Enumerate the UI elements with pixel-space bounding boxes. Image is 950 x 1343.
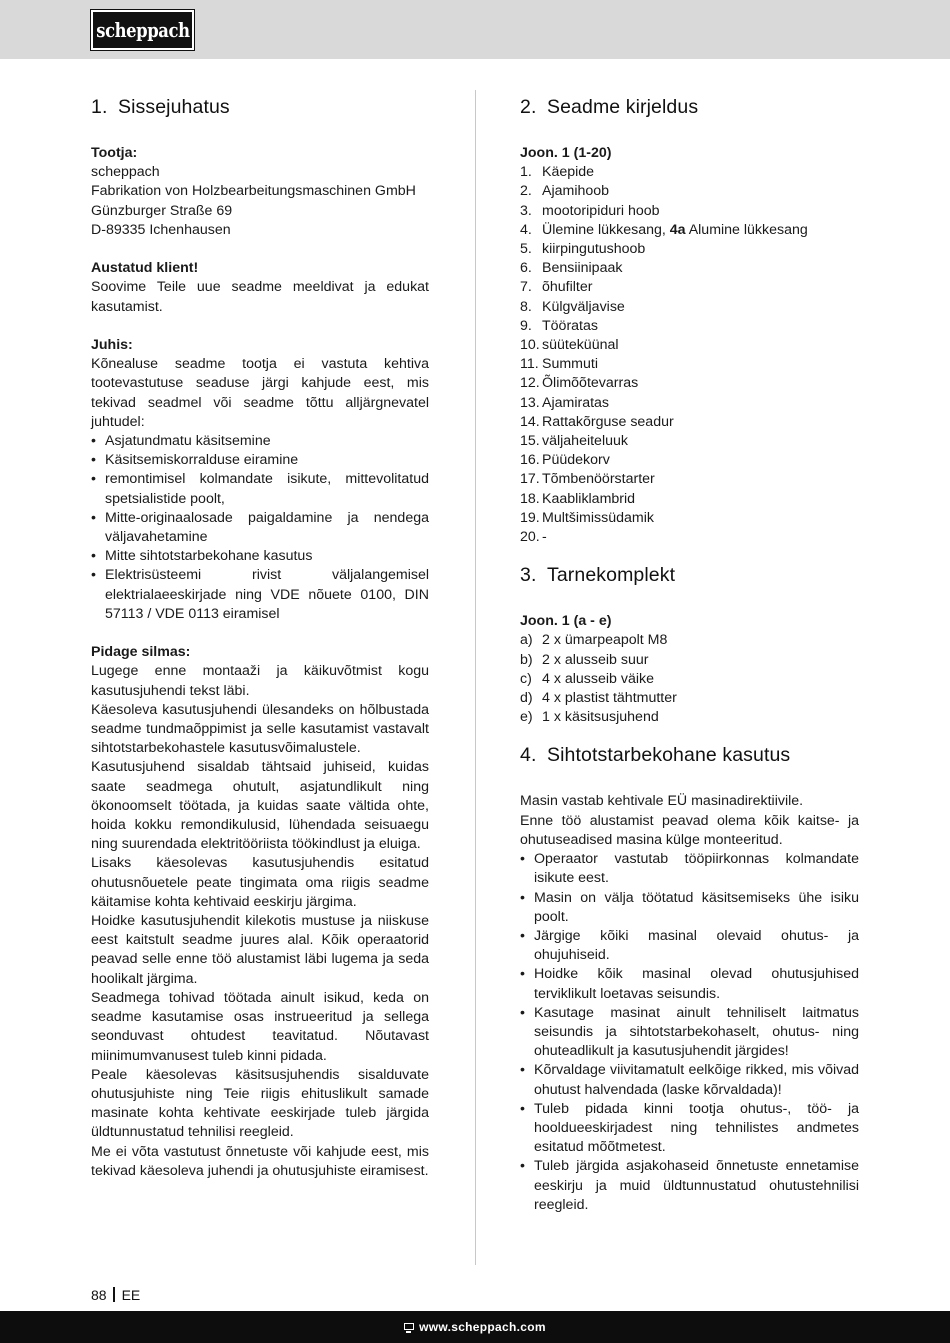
list-item [520, 528, 859, 547]
list-item: • Kõrvaldage viivitamatult eelkõige rikked, mis võivad ohutust halvendada (laske kõrvaldada)! [520, 1061, 859, 1099]
list-item [520, 317, 859, 336]
item-number: 13. [520, 394, 540, 411]
list-item [520, 689, 859, 708]
list-item: • Operaator vastutab tööpiirkonnas kolmandate isikute eest. [520, 850, 859, 888]
list-item [520, 708, 859, 727]
manufacturer-line: scheppach [91, 164, 160, 181]
item-text: süüteküünal [542, 337, 619, 354]
item-text: Rattakõrguse seadur [542, 413, 674, 430]
item-number: 19. [520, 509, 540, 526]
attention-paragraph: Lugege enne montaaži ja käikuvõtmist kogu kasutusjuhendi tekst läbi. [91, 663, 429, 699]
item-letter: e) [520, 709, 533, 726]
item-text: - [542, 529, 547, 546]
list-item [520, 413, 859, 432]
header-bar [0, 0, 950, 59]
item-text: Tõmbenöörstarter [542, 471, 655, 488]
section-3-title: Tarnekomplekt [547, 564, 676, 587]
list-item [520, 240, 859, 259]
item-text: Tööratas [542, 317, 598, 334]
item-number: 8. [520, 298, 532, 315]
item-text: 2 x alusseib suur [542, 651, 649, 668]
item-number: 10. [520, 337, 540, 354]
item-text: Alumine lükkesang [685, 221, 808, 238]
section-2-number: 2. [520, 96, 537, 118]
item-number: 17. [520, 471, 540, 488]
list-item [520, 374, 859, 393]
attention-paragraph: Kasutusjuhend sisaldab tähtsaid juhiseid, kuidas saate seadmega ohutult, asjatundlikult ning ökonoomselt töötada, ja kuidas saate vältida ohte, hoida kokku remondikulusid, lühendada seisuaegu ning suurendada elektritööriista töökindlust ja eluiga. [91, 759, 429, 853]
intended-use-text: Masin vastab kehtivale EÜ masinadirektiivile. [520, 793, 804, 810]
list-item [520, 490, 859, 509]
item-letter: b) [520, 651, 533, 668]
monitor-icon [404, 1323, 414, 1330]
list-item [520, 394, 859, 413]
section-2-title: Seadme kirjeldus [547, 96, 699, 118]
list-item [520, 470, 859, 489]
item-bold-ref: 4a [669, 221, 686, 238]
item-text: Multšimissüdamik [542, 509, 654, 526]
attention-paragraph: Hoidke kasutusjuhendit kilekotis mustuse ja niiskuse eest kaitstult seadme juures alal. Kõik operaatorid peavad selle enne töö alustamist läbi lugema ja seda hoolikalt järgima. [91, 913, 429, 987]
item-text: Kaabliklambrid [542, 490, 636, 507]
intended-use-list [520, 850, 859, 1215]
list-item [520, 355, 859, 374]
list-item: • Hoidke kõik masinal olevad ohutusjuhised terviklikult loetavas seisundis. [520, 965, 859, 1003]
manufacturer-line: Günzburger Straße 69 [91, 202, 233, 219]
item-text: 4 x plastist tähtmutter [542, 690, 677, 707]
list-item [520, 451, 859, 470]
section-1-number: 1. [91, 96, 108, 118]
item-number: 2. [520, 183, 532, 200]
list-item [520, 432, 859, 451]
intended-use-text: Enne töö alustamist peavad olema kõik kaitse- ja ohutuseadised masina külge monteeritud. [520, 812, 859, 848]
list-item: • Mitte sihtotstarbekohane kasutus [91, 547, 429, 566]
list-item [520, 182, 859, 201]
item-text: kiirpingutushoob [542, 241, 646, 258]
item-number: 20. [520, 529, 540, 546]
list-item: • Kasutage masinat ainult tehniliselt laitmatus seisundis ja sihtotstarbekohaselt, ohutus- ning ohuteadlikult ja kasutusjuhendit järgides! [520, 1004, 859, 1062]
list-item [520, 651, 859, 670]
manufacturer-label: Tootja: [91, 145, 138, 161]
list-item [520, 221, 859, 240]
manufacturer-line: D-89335 Ichenhausen [91, 221, 231, 238]
client-label: Austatud klient! [91, 260, 199, 277]
website-link[interactable]: www.scheppach.com [419, 1320, 546, 1334]
list-item: • Järgige kõiki masinal olevaid ohutus- ja ohujuhiseid. [520, 927, 859, 965]
item-number: 15. [520, 433, 540, 450]
note-text: Kõnealuse seadme tootja ei vastuta kehtiva tootevastutuse seaduse järgi kahjude eest, mis tekivad seadmel või seadme tõttu alljärgnevatel juhtudel: [91, 356, 429, 430]
language-code: EE [121, 1287, 141, 1303]
item-number: 1. [520, 164, 532, 181]
list-item: • Mitte-originaalosade paigaldamine ja nendega väljavahetamine [91, 509, 429, 547]
item-number: 14. [520, 413, 540, 430]
item-text: Külgväljavise [542, 298, 625, 315]
item-text: Püüdekorv [542, 452, 610, 469]
item-text: Bensiinipaak [542, 260, 623, 277]
item-number: 4. [520, 221, 532, 238]
parts-list [520, 163, 859, 547]
item-number: 12. [520, 375, 540, 392]
section-4-heading [520, 740, 859, 770]
item-number: 6. [520, 260, 532, 277]
list-item [520, 163, 859, 182]
section-4-number: 4. [520, 744, 537, 767]
item-number: 11. [520, 356, 539, 373]
logo-text: scheppach [95, 18, 190, 42]
item-text: Ajamihoob [542, 183, 610, 200]
list-item [520, 670, 859, 689]
section-4-title: Sihtotstarbekohane kasutus [547, 744, 791, 767]
right-column [520, 92, 859, 1215]
attention-paragraph: Lisaks käesolevas kasutusjuhendis esitatud ohutusnõuetele peate tingimata oma riigis seadme käitamise kohta kehtivaid eeskirju järgima. [91, 855, 429, 910]
list-item [520, 631, 859, 650]
item-text: Käepide [542, 164, 595, 181]
list-item: • remontimisel kolmandate isikute, mittevolitatud spetsialistide poolt, [91, 470, 429, 508]
column-divider [475, 90, 476, 1265]
item-text: väljaheiteluuk [542, 433, 628, 450]
attention-paragraph: Seadmega tohivad töötada ainult isikud, keda on seadme kasutamise osas instrueeritud ja sellega seonduvast ohtudest teavitatud. Nõutavast miinimumvanusest tuleb kinni pidada. [91, 989, 429, 1064]
item-text: Ülemine lükkesang, [542, 221, 670, 238]
attention-label: Pidage silmas: [91, 644, 191, 661]
attention-paragraph: Käesoleva kasutusjuhendi ülesandeks on hõlbustada seadme tundmaõppimist ja selle kasutamist vastavalt sihtotstarbekohastele kasutusvõimalustele. [91, 701, 429, 757]
client-text: Soovime Teile uue seadme meeldivat ja edukat kasutamist. [91, 279, 429, 315]
item-text: õhufilter [542, 279, 593, 296]
section-2-heading [520, 92, 859, 122]
footer-separator [113, 1287, 115, 1302]
note-label: Juhis: [91, 337, 133, 353]
item-number: 18. [520, 490, 540, 507]
list-item: • Käsitsemiskorralduse eiramine [91, 451, 429, 470]
scheppach-logo [91, 10, 194, 50]
website-bar [0, 1311, 950, 1343]
item-text: 2 x ümarpeapolt M8 [542, 632, 668, 649]
item-number: 16. [520, 452, 540, 469]
page-number: 88 [91, 1287, 107, 1303]
item-text: Õlimõõtevarras [542, 375, 639, 392]
item-text: Ajamiratas [542, 394, 610, 411]
section-1-heading [91, 92, 429, 122]
list-item [520, 278, 859, 297]
figure-1b-label: Joon. 1 (a - e) [520, 613, 612, 630]
page-footer [91, 1287, 140, 1303]
item-text: mootoripiduri hoob [542, 202, 660, 219]
item-number: 7. [520, 279, 532, 296]
section-1-title: Sissejuhatus [118, 96, 230, 118]
kit-list [520, 631, 859, 727]
list-item: • Masin on välja töötatud käsitsemiseks ühe isiku poolt. [520, 889, 859, 927]
attention-paragraph: Peale käesolevas käsitsusjuhendis sisalduvate ohutusjuhiste ning Teie riigis ehituslikult samade masinate kohta kehtivate eeskirjade tuleb järgida üldtunnustatud tehnilisi reegleid. [91, 1066, 429, 1141]
item-letter: c) [520, 670, 532, 687]
list-item: • Tuleb pidada kinni tootja ohutus-, töö- ja hooldueeskirjadest ning tehnilistes andmetes esitatud mõõtmetest. [520, 1100, 859, 1158]
item-number: 9. [520, 317, 532, 334]
list-item: • Tuleb järgida asjakohaseid õnnetuste ennetamise eeskirju ja muid üldtunnustatud ohutustehnilisi reegleid. [520, 1157, 859, 1215]
section-3-heading [520, 560, 859, 590]
item-text: Summuti [542, 356, 598, 373]
manufacturer-line: Fabrikation von Holzbearbeitungsmaschinen GmbH [91, 183, 416, 200]
item-number: 5. [520, 241, 532, 258]
figure-1-label: Joon. 1 (1-20) [520, 145, 612, 161]
list-item [520, 259, 859, 278]
item-text: 1 x käsitsusjuhend [542, 709, 659, 726]
item-letter: a) [520, 632, 533, 649]
list-item [520, 336, 859, 355]
left-column [91, 92, 429, 1181]
list-item: • Asjatundmatu käsitsemine [91, 432, 429, 451]
section-3-number: 3. [520, 564, 537, 587]
list-item [520, 298, 859, 317]
item-number: 3. [520, 202, 532, 219]
list-item [520, 202, 859, 221]
list-item: • Elektrisüsteemi rivist väljalangemisel elektrialaeeskirjade ning VDE nõuete 0100, DIN 57113 / VDE 0113 eiramisel [91, 566, 429, 624]
item-letter: d) [520, 690, 533, 707]
list-item [520, 509, 859, 528]
attention-paragraph: Me ei võta vastutust õnnetuste või kahjude eest, mis tekivad käesoleva juhendi ja ohutusjuhiste eiramisest. [91, 1143, 429, 1179]
item-text: 4 x alusseib väike [542, 670, 654, 687]
liability-list [91, 432, 429, 624]
